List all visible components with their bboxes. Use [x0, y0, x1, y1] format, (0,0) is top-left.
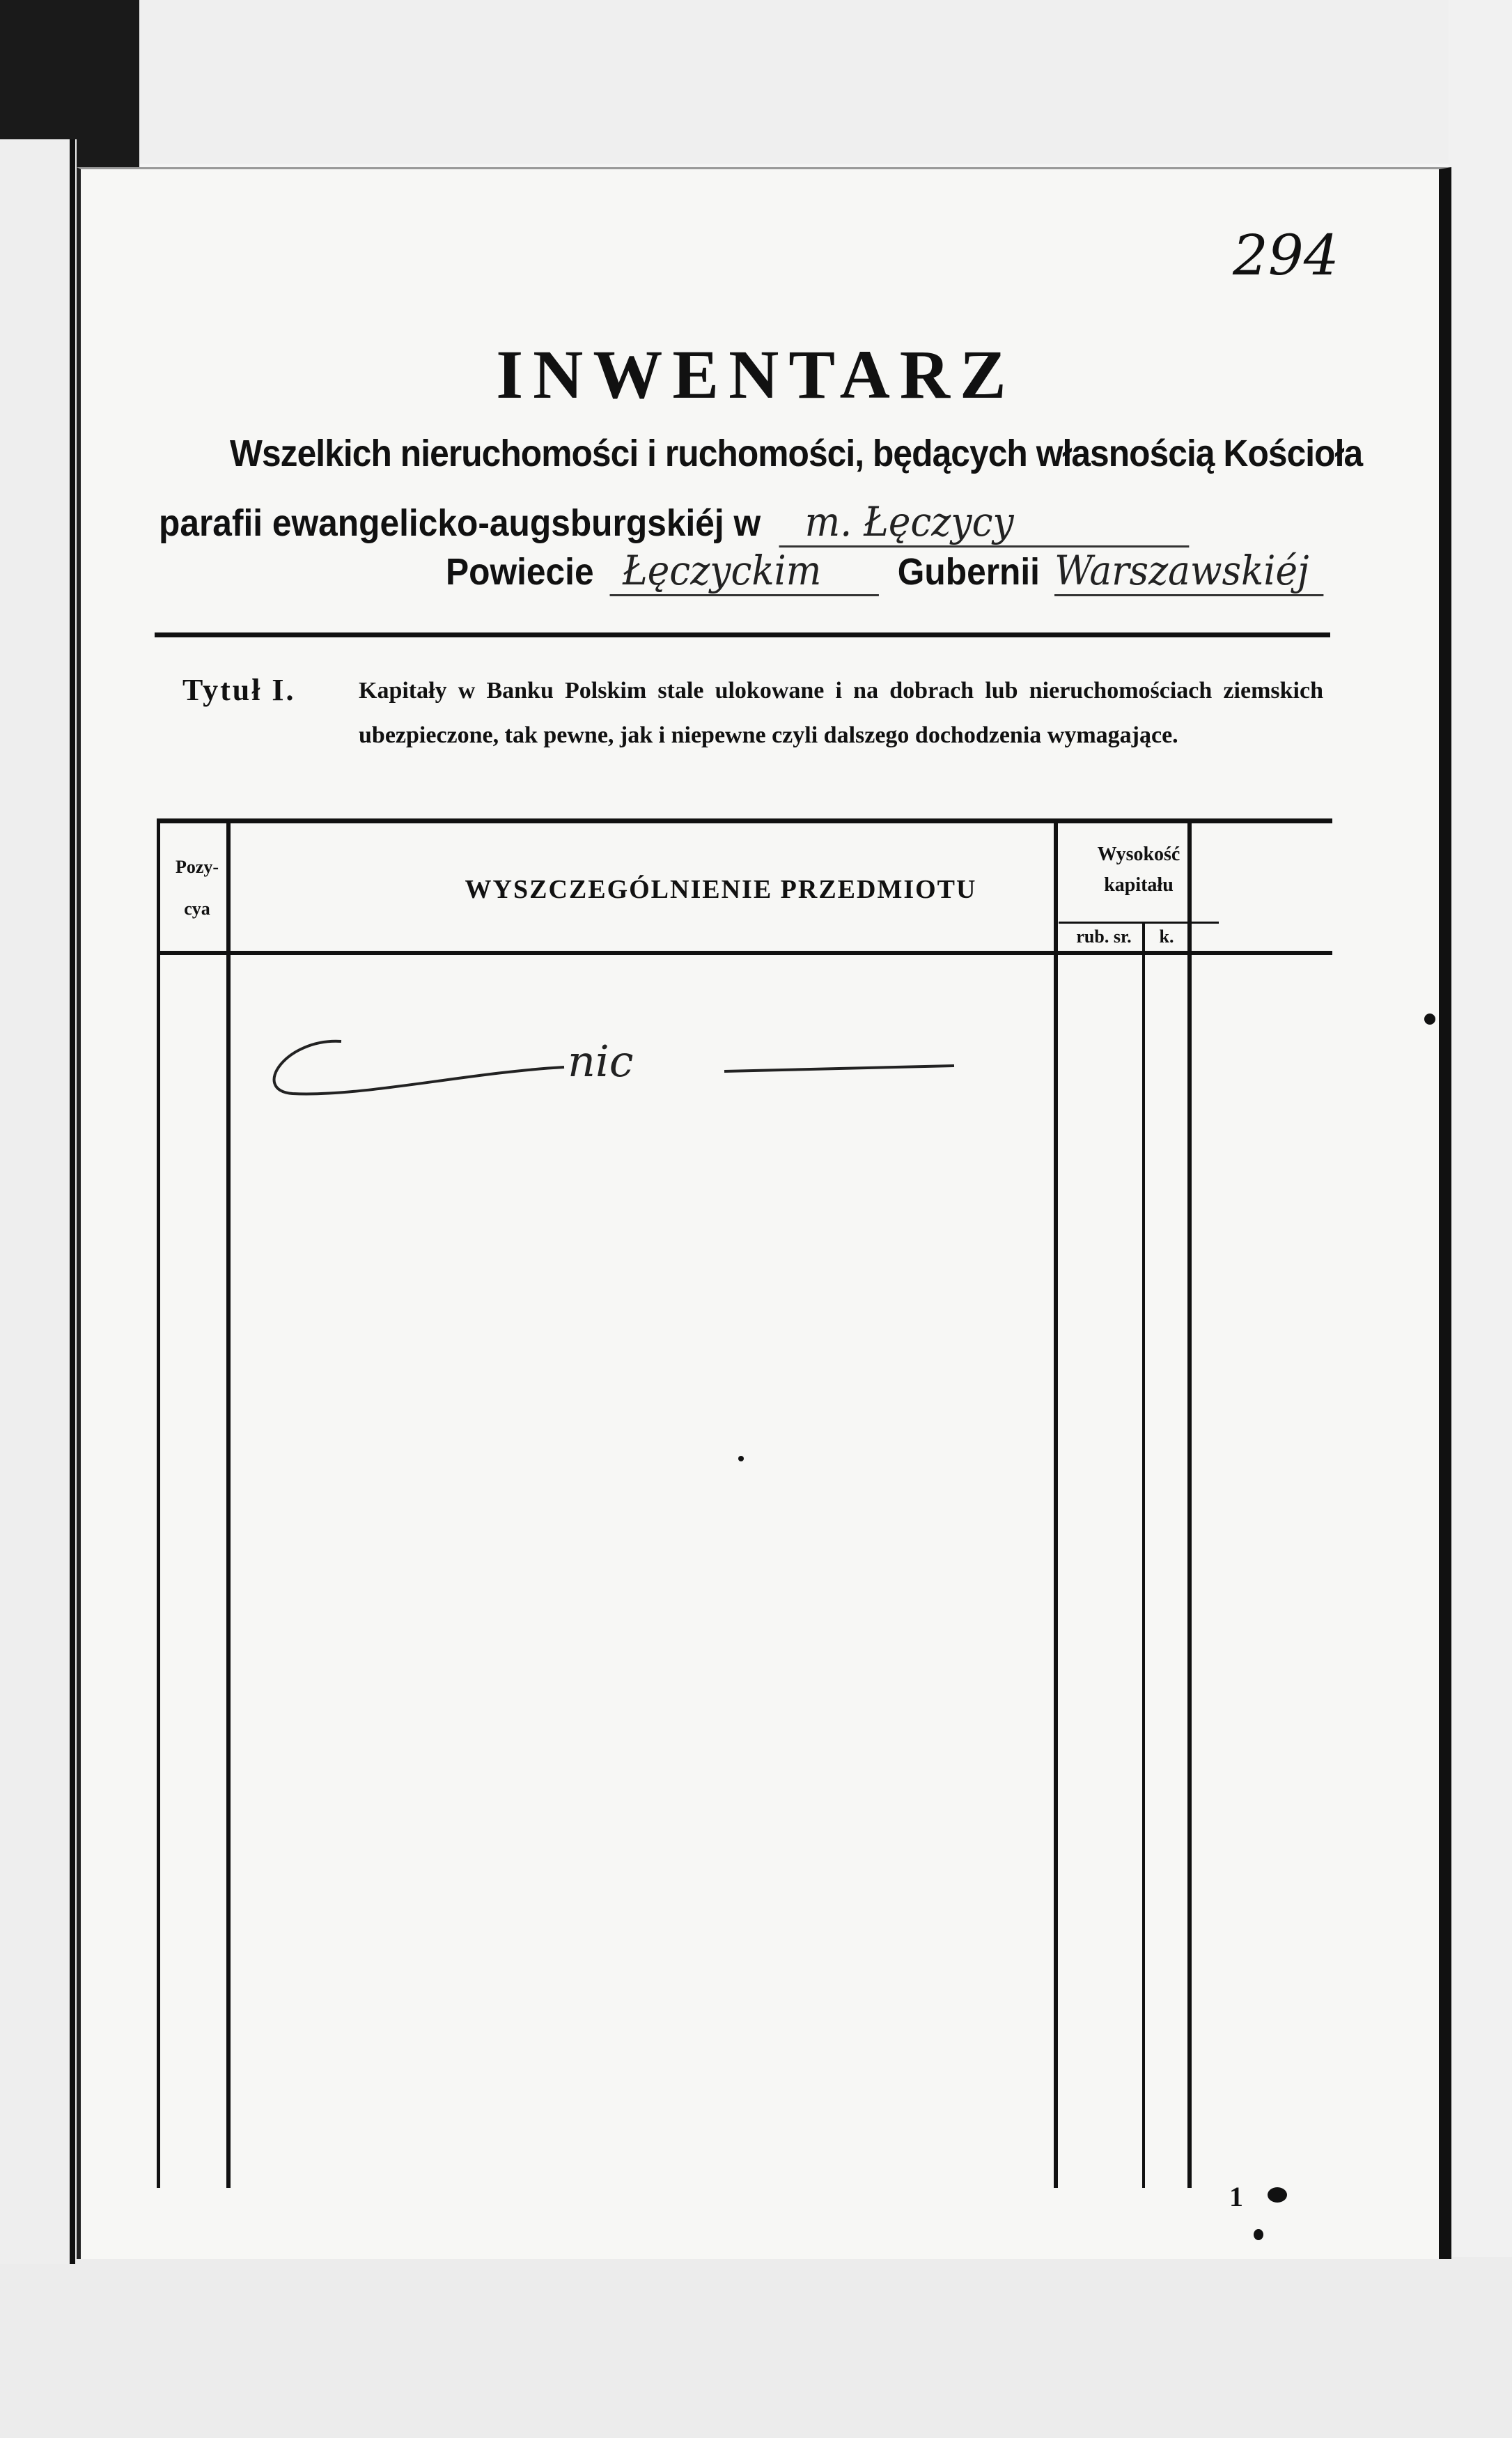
facing-page-border — [70, 139, 75, 2264]
ink-speck — [738, 1456, 744, 1461]
section-description: Kapitały w Banku Polskim stale ulokowane i na dobrach lub nieruchomościach ziemskich ubezpieczone, tak pewne, jak i niepewne czyli dalszego dochodzenia wymagające. — [359, 678, 1323, 748]
pozycja-column-divider — [226, 818, 231, 2188]
header-divider — [155, 632, 1330, 637]
subtitle-line-2-prefix: parafii ewangelicko-augsburgskiéj w — [159, 502, 761, 544]
table-header-border — [157, 951, 1332, 955]
scan-background-top — [0, 0, 1512, 164]
column-header-pozycja-line2: cya — [184, 899, 210, 919]
gubernia-handwritten: Warszawskiéj — [1054, 547, 1309, 594]
subtitle-line-3 — [446, 547, 1309, 596]
section-label: Tytuł I. — [182, 673, 296, 707]
column-header-wysokosc-line1: Wysokość — [1097, 844, 1180, 865]
column-header-subdivider — [1059, 922, 1219, 924]
column-header-wysokosc — [1059, 839, 1219, 901]
page-number: 294 — [1233, 223, 1339, 288]
column-header-pozycja-line1: Pozy- — [175, 857, 219, 877]
powiat-label: Powiecie — [446, 551, 594, 593]
column-header-k: k. — [1159, 926, 1174, 947]
gubernia-label: Gubernii — [897, 551, 1040, 593]
handwritten-nic-entry — [258, 1024, 968, 1115]
scan-background-bottom — [0, 2257, 1512, 2438]
table-top-border — [157, 818, 1332, 823]
ink-speck — [1424, 1014, 1435, 1025]
column-header-pozycja — [162, 846, 232, 930]
kapital-column-divider — [1187, 818, 1192, 2188]
table-left-border — [157, 818, 160, 2188]
document-title: INWENTARZ — [496, 336, 1016, 413]
parish-location-field — [779, 498, 1190, 548]
powiat-handwritten: Łęczyckim — [623, 547, 822, 594]
page-footer-number: 1 — [1229, 2181, 1243, 2212]
powiat-field — [610, 547, 879, 596]
subtitle-line-2 — [159, 498, 1248, 548]
subtitle-line-1: Wszelkich nieruchomości i ruchomości, będących własnością Kościoła — [230, 433, 1363, 474]
facing-page-edge — [0, 139, 77, 2264]
column-header-wysokosc-line2: kapitału — [1104, 874, 1174, 896]
ink-speck — [1268, 2187, 1287, 2203]
column-header-wyszczegolnienie: WYSZCZEGÓLNIENIE PRZEDMIOTU — [465, 875, 977, 904]
rub-column-divider — [1142, 922, 1145, 2188]
gubernia-field — [1054, 547, 1323, 596]
ink-speck — [1254, 2229, 1263, 2240]
parish-location-handwritten: m. Łęczycy — [804, 498, 1014, 545]
handwritten-nic-text: nic — [568, 1036, 634, 1087]
column-header-rub: rub. sr. — [1076, 926, 1132, 947]
main-column-divider — [1054, 818, 1058, 2188]
